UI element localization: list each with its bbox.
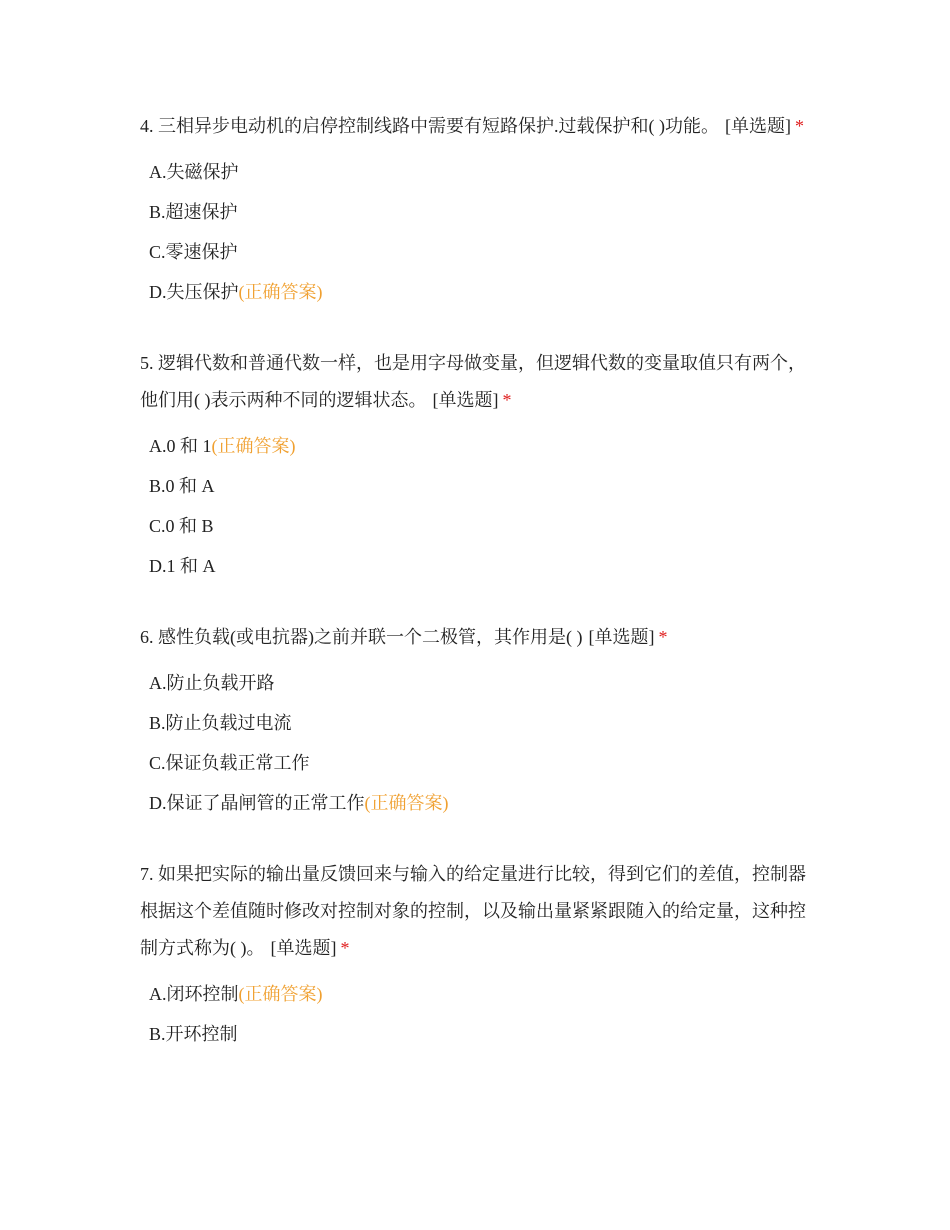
question-7 (140, 856, 820, 1054)
option-label: A.0 和 1 (149, 436, 212, 456)
option-label: D.保证了晶闸管的正常工作 (149, 793, 365, 813)
required-mark: * (502, 390, 512, 410)
question-type: [单选题] (432, 390, 499, 410)
option-d[interactable] (149, 272, 820, 312)
option-b[interactable] (149, 466, 820, 506)
option-b[interactable] (149, 192, 820, 232)
option-label: A.失磁保护 (149, 162, 239, 182)
option-c[interactable] (149, 232, 820, 272)
question-type: [单选题] (270, 938, 337, 958)
option-label: A.防止负载开路 (149, 673, 275, 693)
correct-answer-tag: (正确答案) (364, 793, 449, 813)
option-b[interactable] (149, 1014, 820, 1054)
question-text: 感性负载(或电抗器)之前并联一个二极管，其作用是( ) (158, 627, 583, 647)
option-label: A.闭环控制 (149, 984, 239, 1004)
required-mark: * (340, 938, 350, 958)
question-type: [单选题] (725, 116, 791, 136)
question-number: 4. (140, 116, 154, 136)
question-title (140, 619, 820, 656)
option-list (140, 974, 820, 1054)
question-text: 三相异步电动机的启停控制线路中需要有短路保护.过载保护和( )功能。 (158, 116, 719, 136)
required-mark: * (658, 627, 668, 647)
option-label: B.超速保护 (149, 202, 238, 222)
option-d[interactable] (149, 546, 820, 586)
option-list (140, 152, 820, 312)
correct-answer-tag: (正确答案) (211, 436, 296, 456)
question-title (140, 108, 820, 145)
question-5 (140, 345, 820, 586)
option-label: D.1 和 A (149, 556, 216, 576)
question-text: 逻辑代数和普通代数一样，也是用字母做变量，但逻辑代数的变量取值只有两个，他们用( )表示两种不同的逻辑状态。 (140, 353, 806, 410)
option-label: C.0 和 B (149, 516, 214, 536)
question-number: 7. (140, 864, 154, 884)
question-number: 5. (140, 353, 154, 373)
question-title (140, 345, 820, 419)
question-list (140, 108, 820, 1087)
correct-answer-tag: (正确答案) (238, 984, 323, 1004)
option-label: B.开环控制 (149, 1024, 238, 1044)
option-c[interactable] (149, 743, 820, 783)
option-a[interactable] (149, 152, 820, 192)
option-list (140, 663, 820, 823)
question-title (140, 856, 820, 967)
option-label: C.零速保护 (149, 242, 238, 262)
option-label: D.失压保护 (149, 282, 239, 302)
option-label: B.0 和 A (149, 476, 215, 496)
option-list (140, 426, 820, 586)
option-c[interactable] (149, 506, 820, 546)
option-a[interactable] (149, 426, 820, 466)
option-label: B.防止负载过电流 (149, 713, 292, 733)
question-6 (140, 619, 820, 823)
option-a[interactable] (149, 663, 820, 703)
question-text: 如果把实际的输出量反馈回来与输入的给定量进行比较，得到它们的差值，控制器根据这个差值随时修改对控制对象的控制，以及输出量紧紧跟随入的给定量，这种控制方式称为( )。 (140, 864, 806, 958)
question-4 (140, 108, 820, 312)
correct-answer-tag: (正确答案) (238, 282, 323, 302)
question-type: [单选题] (588, 627, 655, 647)
question-number: 6. (140, 627, 154, 647)
option-b[interactable] (149, 703, 820, 743)
option-d[interactable] (149, 783, 820, 823)
option-a[interactable] (149, 974, 820, 1014)
option-label: C.保证负载正常工作 (149, 753, 310, 773)
required-mark: * (795, 116, 804, 136)
